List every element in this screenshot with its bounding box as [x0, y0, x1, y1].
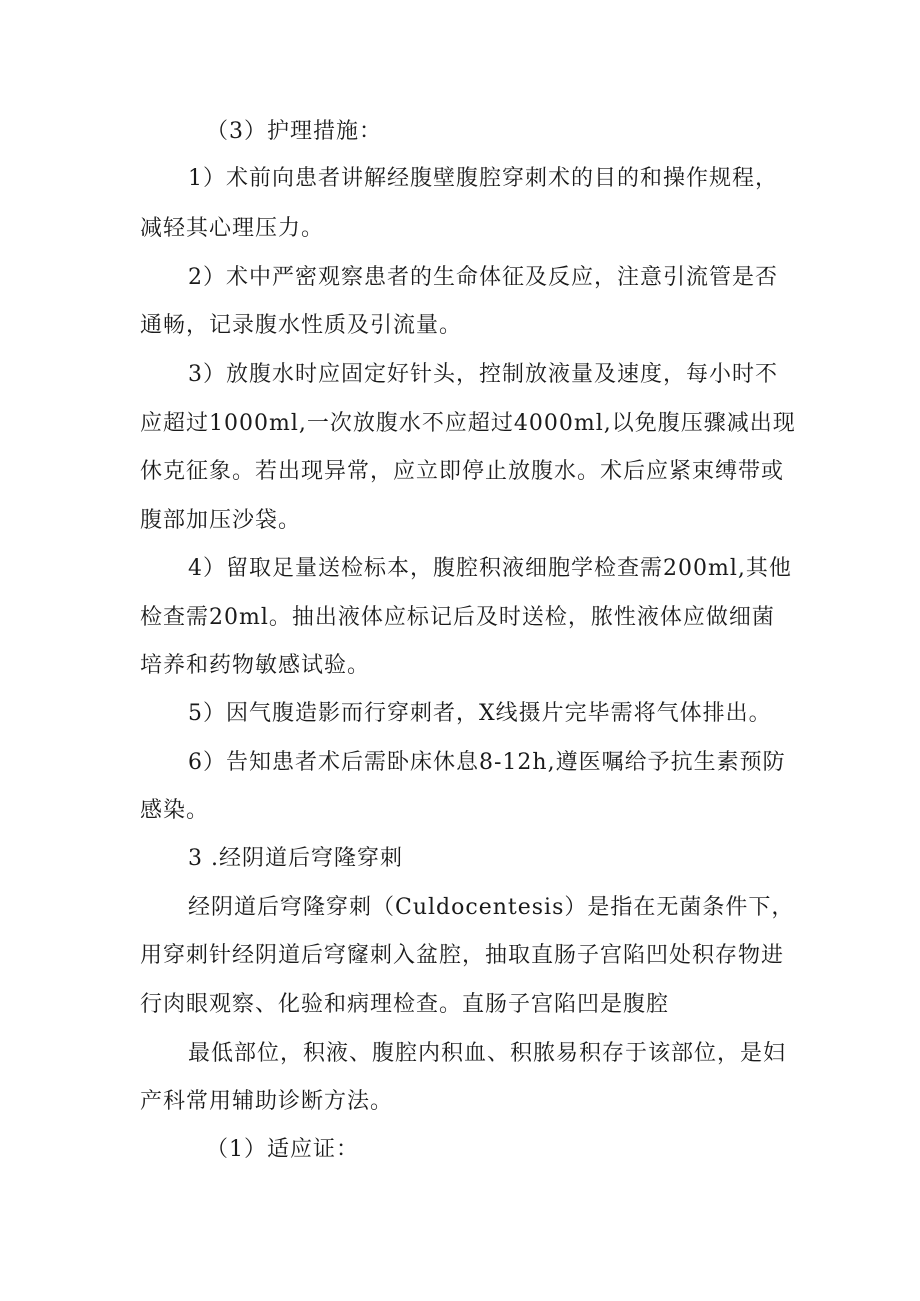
paragraph-line: 休克征象。若出现异常，应立即停止放腹水。术后应紧束缚带或 — [140, 459, 785, 484]
paragraph-line: 4）留取足量送检标本，腹腔积液细胞学检查需200ml,其他 — [188, 556, 792, 581]
paragraph-line: 腹部加压沙袋。 — [140, 508, 302, 533]
paragraph-line: 培养和药物敏感试验。 — [140, 653, 371, 678]
paragraph-line: 经阴道后穹隆穿刺（Culdocentesis）是指在无菌条件下， — [188, 895, 795, 920]
paragraph-line: 2）术中严密观察患者的生命体征及反应，注意引流管是否 — [188, 265, 778, 290]
paragraph-line: 3）放腹水时应固定好针头，控制放液量及速度，每小时不 — [188, 362, 778, 387]
subsection-heading-nursing-measures: （3）护理措施： — [206, 119, 382, 144]
paragraph-line: 行肉眼观察、化验和病理检查。直肠子宫陷凹是腹腔 — [140, 992, 670, 1017]
subsection-heading-indications: （1）适应证： — [206, 1137, 359, 1162]
paragraph-line: 感染。 — [140, 798, 210, 823]
paragraph-line: 5）因气腹造影而行穿刺者，X线摄片完毕需将气体排出。 — [188, 701, 772, 726]
section-heading-culdocentesis: 3 .经阴道后穹隆穿刺 — [188, 846, 403, 871]
paragraph-line: 应超过1000ml,一次放腹水不应超过4000ml,以免腹压骤减出现 — [140, 411, 796, 436]
paragraph-line: 产科常用辅助诊断方法。 — [140, 1089, 394, 1114]
paragraph-line: 用穿刺针经阴道后穹窿刺入盆腔，抽取直肠子宫陷凹处积存物进 — [140, 943, 785, 968]
paragraph-line: 1）术前向患者讲解经腹壁腹腔穿刺术的目的和操作规程， — [188, 166, 778, 191]
paragraph-line: 通畅，记录腹水性质及引流量。 — [140, 313, 463, 338]
paragraph-line: 最低部位，积液、腹腔内积血、积脓易积存于该部位，是妇 — [188, 1041, 787, 1066]
paragraph-line: 6）告知患者术后需卧床休息8-12h,遵医嘱给予抗生素预防 — [188, 750, 786, 775]
paragraph-line: 减轻其心理压力。 — [140, 216, 325, 241]
paragraph-line: 检查需20ml。抽出液体应标记后及时送检，脓性液体应做细菌 — [140, 605, 775, 630]
